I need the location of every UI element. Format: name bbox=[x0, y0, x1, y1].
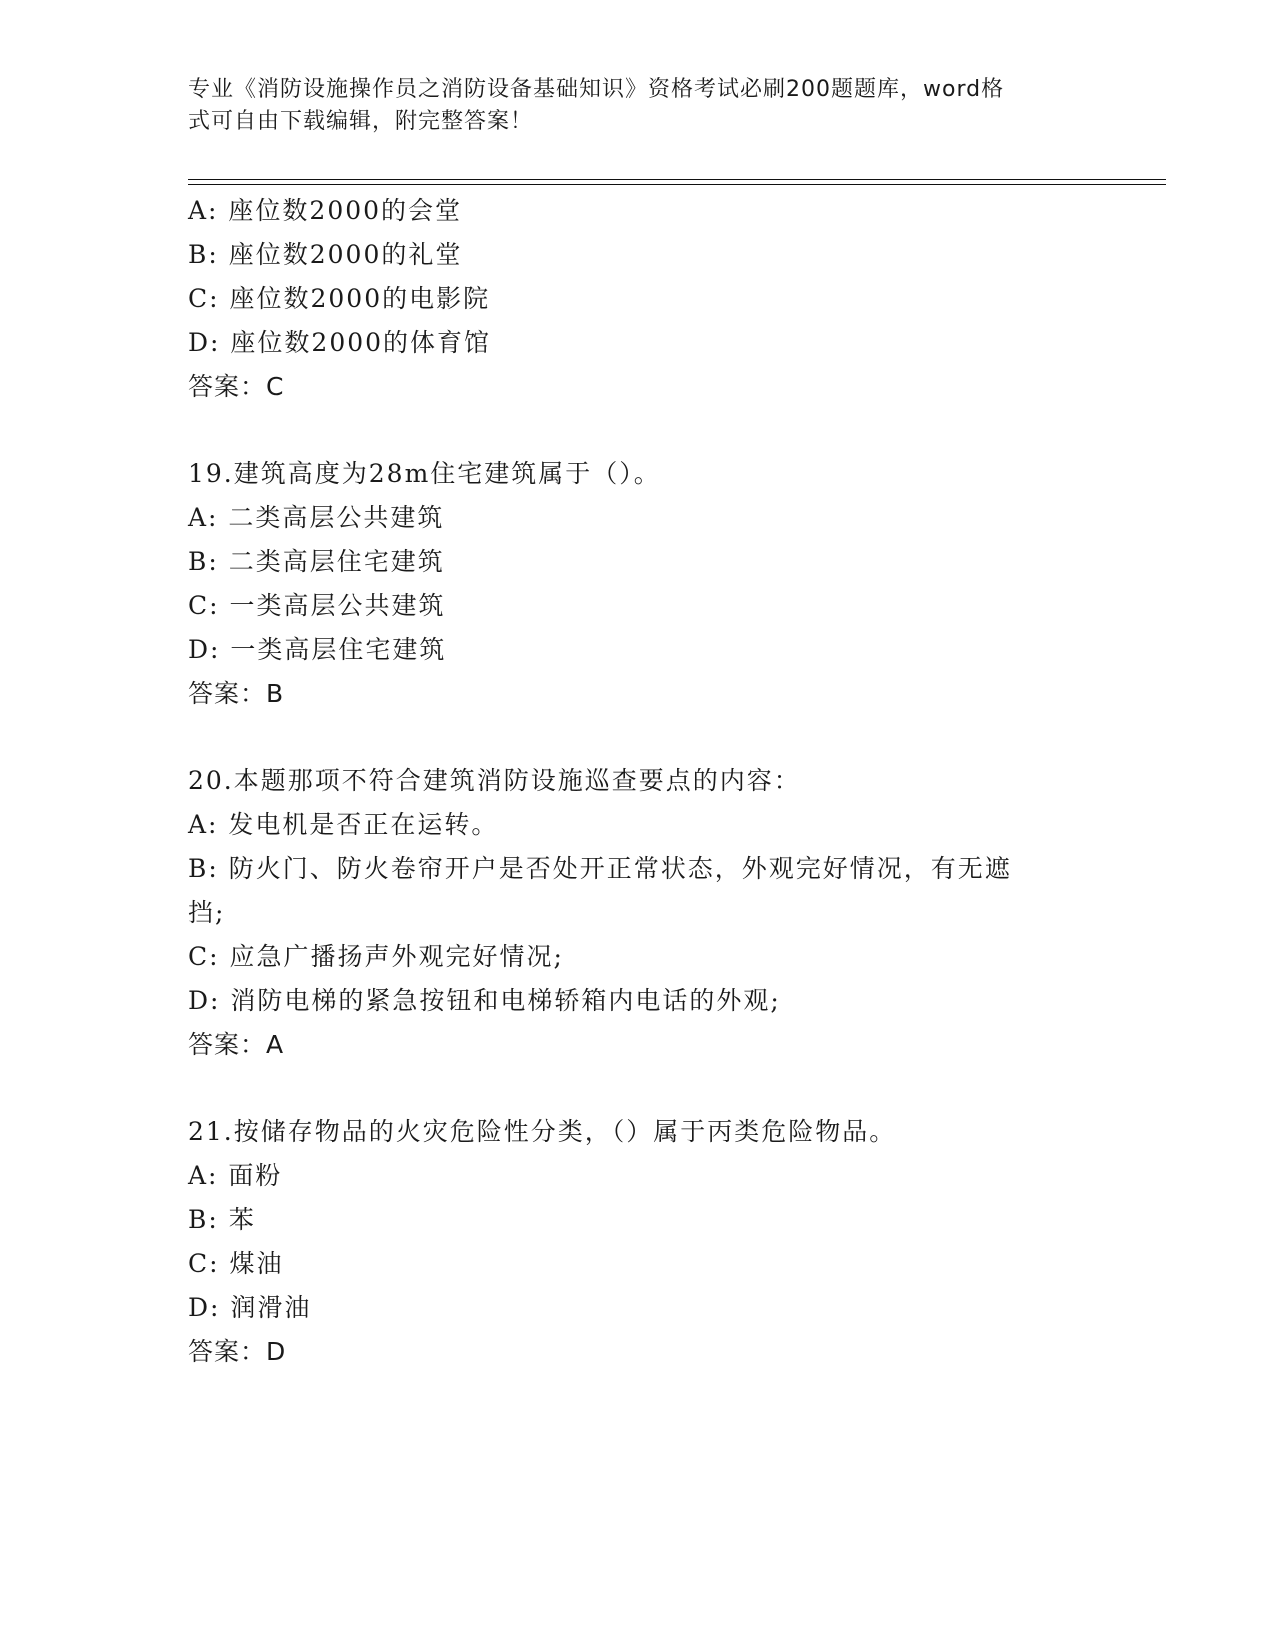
q18-answer: 答案：C bbox=[188, 372, 285, 401]
q18-option-c: C: 座位数2000的电影院 bbox=[188, 284, 491, 313]
q20-option-d: D: 消防电梯的紧急按钮和电梯轿箱内电话的外观; bbox=[188, 986, 781, 1015]
q20-answer: 答案：A bbox=[188, 1030, 285, 1059]
q21-option-b: B: 苯 bbox=[188, 1205, 256, 1234]
header-line-1: 专业《消防设施操作员之消防设备基础知识》资格考试必刷200题题库，word格 bbox=[188, 77, 1005, 102]
q19-option-a: A: 二类高层公共建筑 bbox=[188, 503, 445, 532]
q21-option-d: D: 润滑油 bbox=[188, 1293, 312, 1322]
q18-option-b: B: 座位数2000的礼堂 bbox=[188, 240, 463, 269]
q20-option-b-line-2: 挡; bbox=[188, 898, 226, 927]
q19-option-d: D: 一类高层住宅建筑 bbox=[188, 635, 447, 664]
q21-answer: 答案：D bbox=[188, 1337, 287, 1366]
header-line-2: 式可自由下载编辑，附完整答案！ bbox=[188, 109, 534, 134]
q19-answer: 答案：B bbox=[188, 679, 285, 708]
document-header bbox=[188, 74, 1068, 138]
q19-option-b: B: 二类高层住宅建筑 bbox=[188, 547, 445, 576]
q18-option-d: D: 座位数2000的体育馆 bbox=[188, 328, 492, 357]
q19-option-c: C: 一类高层公共建筑 bbox=[188, 591, 446, 620]
q19-question: 19.建筑高度为28m住宅建筑属于（）。 bbox=[188, 459, 661, 488]
header-divider-top bbox=[188, 179, 1166, 180]
q21-option-c: C: 煤油 bbox=[188, 1249, 284, 1278]
q20-question: 20.本题那项不符合建筑消防设施巡查要点的内容： bbox=[188, 766, 801, 795]
q21-question: 21.按储存物品的火灾危险性分类，（）属于丙类危险物品。 bbox=[188, 1117, 897, 1146]
q18-option-a: A: 座位数2000的会堂 bbox=[188, 196, 463, 225]
q20-option-b-line-1: B: 防火门、防火卷帘开户是否处开正常状态，外观完好情况，有无遮 bbox=[188, 854, 1012, 883]
header-divider-bottom bbox=[188, 184, 1166, 185]
q21-option-a: A: 面粉 bbox=[188, 1161, 283, 1190]
q20-option-a: A: 发电机是否正在运转。 bbox=[188, 810, 499, 839]
q20-option-c: C: 应急广播扬声外观完好情况; bbox=[188, 942, 564, 971]
